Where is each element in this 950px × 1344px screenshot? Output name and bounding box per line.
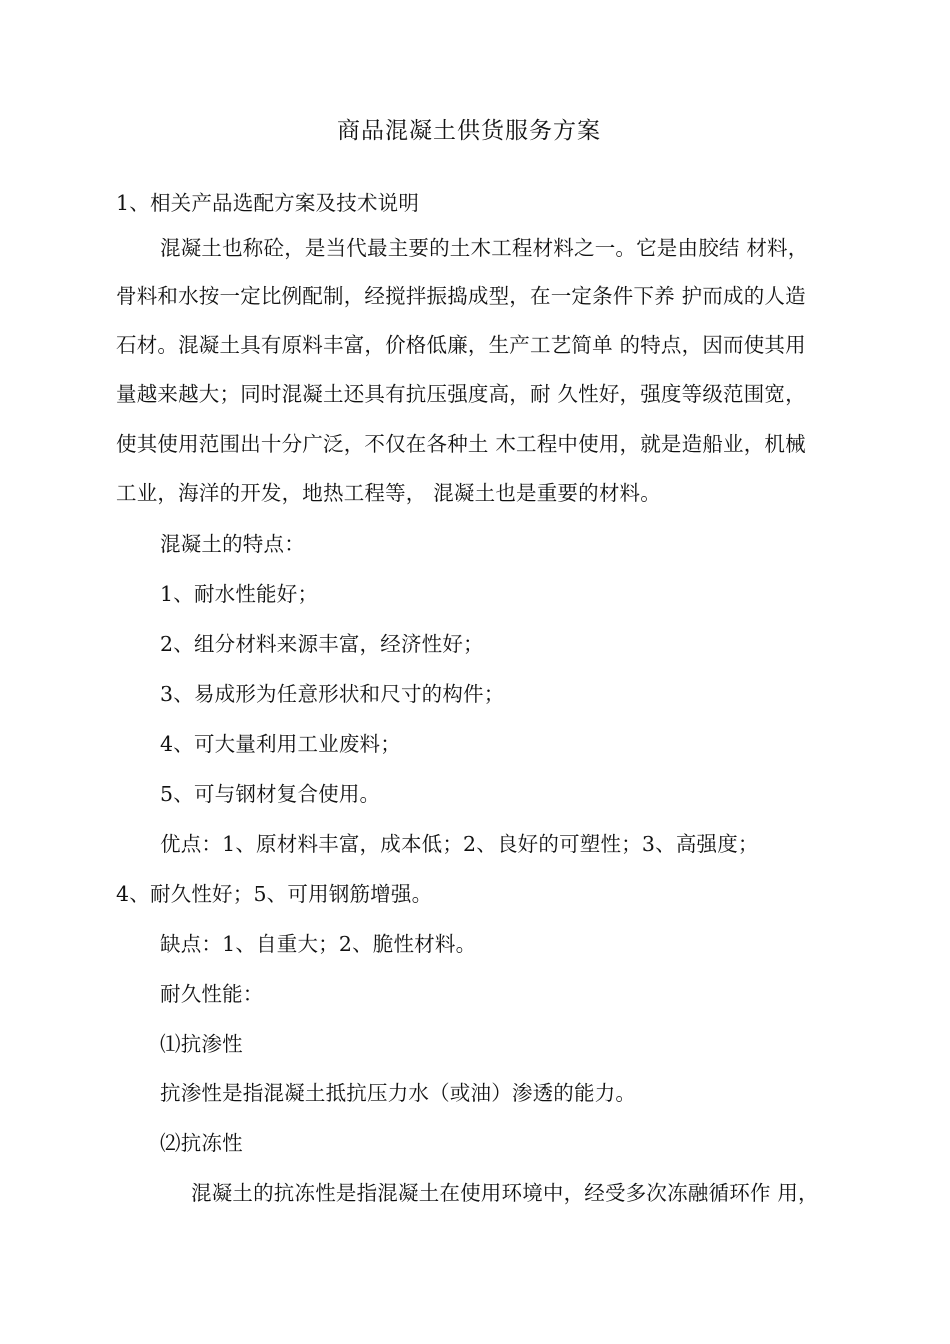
feature-item-1: 1、耐水性能好； <box>160 582 319 606</box>
durability-heading: 耐久性能： <box>160 982 264 1006</box>
feature-item-4: 4、可大量利用工业废料； <box>160 732 401 756</box>
disadvantages-line: 缺点：1、自重大；2、脆性材料。 <box>160 932 477 956</box>
intro-line-1: 混凝土也称砼，是当代最主要的土木工程材料之一。它是由胶结 材料， <box>160 236 809 260</box>
impermeability-heading: ⑴抗渗性 <box>160 1032 243 1056</box>
feature-item-5: 5、可与钢材复合使用。 <box>160 782 381 806</box>
feature-item-2: 2、组分材料来源丰富，经济性好； <box>160 632 484 656</box>
intro-line-4: 量越来越大；同时混凝土还具有抗压强度高，耐 久性好，强度等级范围宽， <box>116 382 806 406</box>
page-title: 商品混凝土供货服务方案 <box>337 118 601 144</box>
frost-text: 混凝土的抗冻性是指混凝土在使用环境中，经受多次冻融循环作 用， <box>191 1181 819 1205</box>
feature-item-3: 3、易成形为任意形状和尺寸的构件； <box>160 682 505 706</box>
intro-line-5: 使其使用范围出十分广泛，不仅在各种土 木工程中使用，就是造船业，机械 <box>116 432 806 456</box>
intro-line-3: 石材。混凝土具有原料丰富，价格低廉，生产工艺简单 的特点，因而使其用 <box>116 333 806 357</box>
frost-heading: ⑵抗冻性 <box>160 1131 243 1155</box>
intro-line-6: 工业，海洋的开发，地热工程等， 混凝土也是重要的材料。 <box>116 481 661 505</box>
section-heading: 1、相关产品选配方案及技术说明 <box>116 191 420 215</box>
advantages-line-2: 4、耐久性好；5、可用钢筋增强。 <box>116 882 433 906</box>
features-heading: 混凝土的特点： <box>160 532 305 556</box>
impermeability-text: 抗渗性是指混凝土抵抗压力水（或油）渗透的能力。 <box>160 1081 637 1105</box>
intro-line-2: 骨料和水按一定比例配制，经搅拌振捣成型，在一定条件下养 护而成的人造 <box>116 284 806 308</box>
advantages-line-1: 优点：1、原材料丰富，成本低；2、良好的可塑性；3、高强度； <box>160 832 759 856</box>
